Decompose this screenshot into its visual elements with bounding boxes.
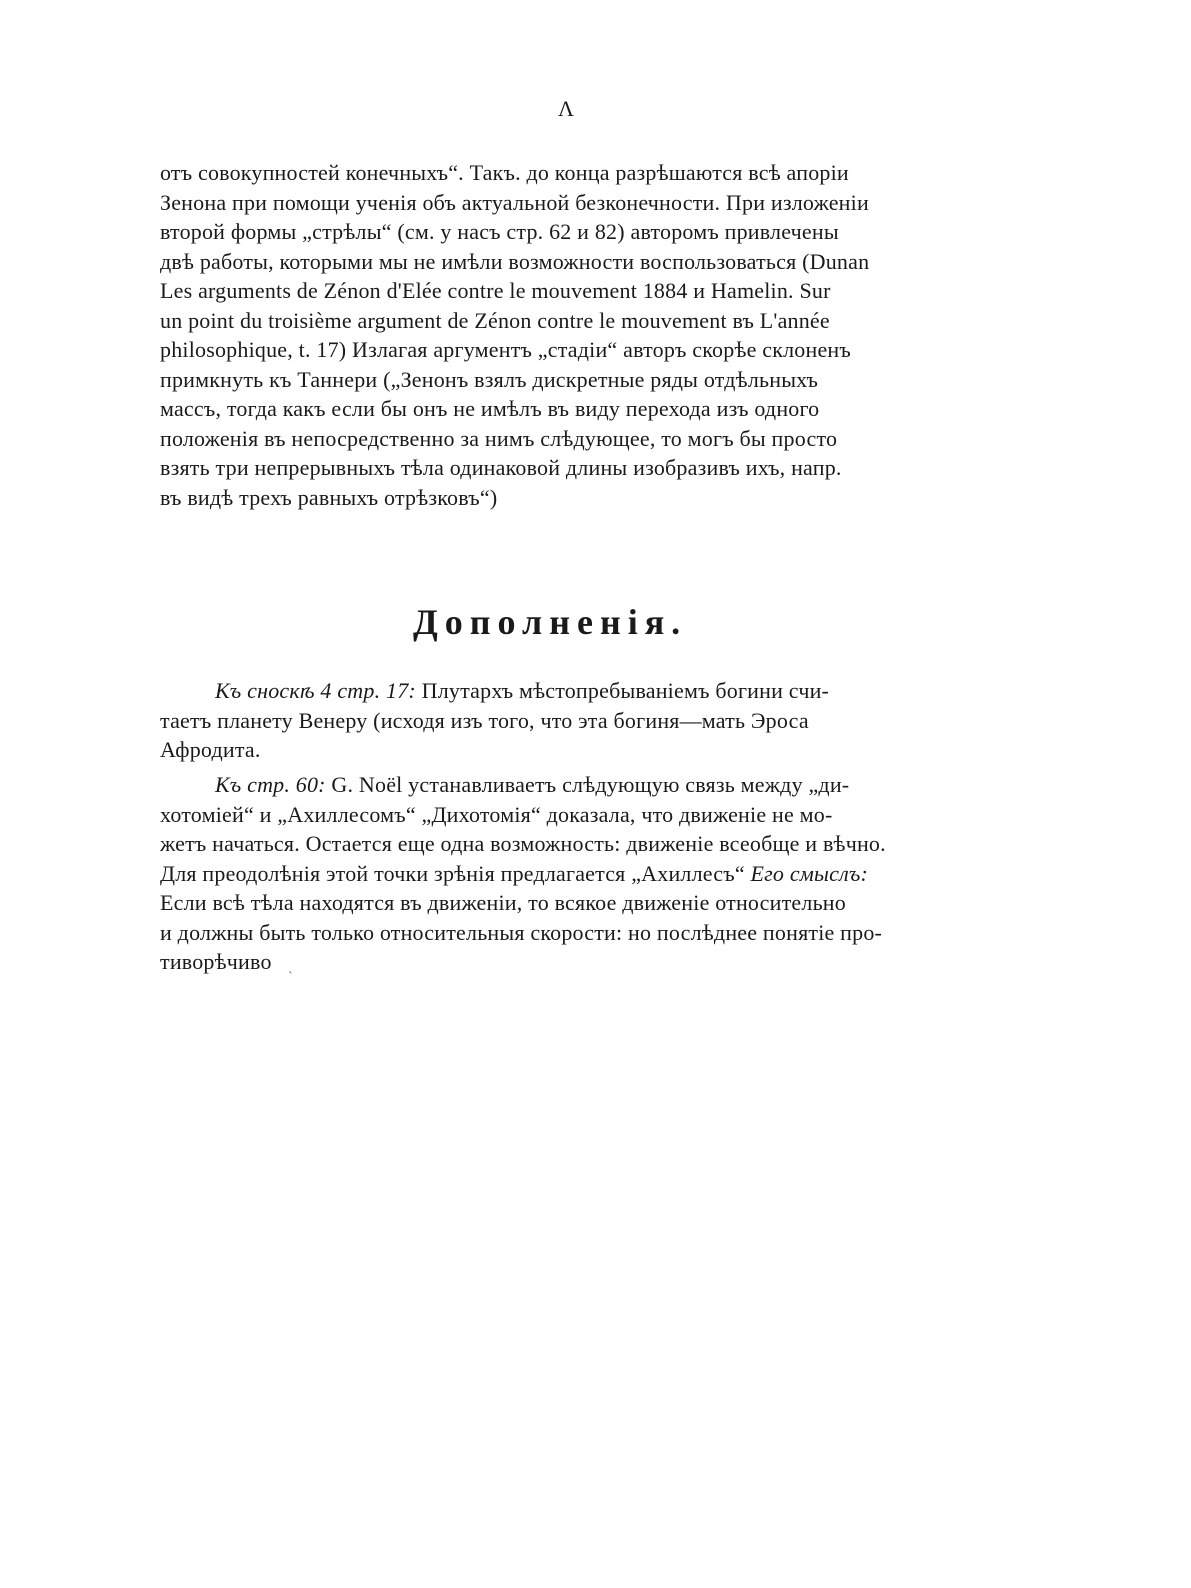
- text-line: взять три непрерывныхъ тѣла одинаковой длины изобразивъ ихъ, напр.: [160, 455, 842, 480]
- text-line: хотоміей“ и „Ахиллесомъ“ „Дихотомія“ доказала, что движеніе не мо-: [160, 801, 833, 827]
- section-title: Дополненія.: [413, 602, 688, 642]
- text-line: un point du troisième argument de Zénon contre le mouvement въ L'année: [160, 307, 830, 333]
- text-line: таетъ планету Венеру (исходя изъ того, что эта богиня—мать Эроса: [160, 707, 809, 733]
- text-line: отъ совокупностей конечныхъ“. Такъ. до конца разрѣшаются всѣ апоріи: [160, 160, 849, 185]
- text-line: [160, 676, 970, 706]
- text-line: philosophique, t. 17) Излагая аргументъ „стадіи“ авторъ скорѣе склоненъ: [160, 337, 851, 362]
- intro-paragraph: [160, 158, 970, 512]
- text-line: массъ, тогда какъ если бы онъ не имѣлъ въ виду перехода изъ одного: [160, 396, 820, 421]
- scan-speck: `: [288, 970, 293, 985]
- text-line: тиворѣчиво: [160, 949, 272, 974]
- text-line: Афродита.: [160, 737, 261, 762]
- text-line: жетъ начаться. Остается еще одна возможность: движеніе всеобще и вѣчно.: [160, 831, 886, 856]
- text-line: Зенона при помощи ученія объ актуальной безконечности. При изложеніи: [160, 189, 869, 215]
- footnote-reference: Къ сноскѣ 4 стр. 17:: [215, 678, 416, 703]
- page-number: Λ: [558, 96, 574, 121]
- text-line: Les arguments de Zénon d'Elée contre le mouvement 1884 и Hamelin. Sur: [160, 278, 831, 303]
- text-line: [160, 859, 970, 889]
- italic-phrase: Его смыслъ:: [750, 860, 869, 886]
- text-line: Если всѣ тѣла находятся въ движеніи, то всякое движеніе относительно: [160, 890, 846, 915]
- addition-paragraph-1: [160, 676, 970, 765]
- text-segment: Плутархъ мѣстопребываніемъ богини счи-: [415, 678, 830, 703]
- text-line: двѣ работы, которыми мы не имѣли возможности воспользоваться (Dunan: [160, 248, 870, 274]
- text-line: въ видѣ трехъ равныхъ отрѣзковъ“): [160, 484, 498, 510]
- text-line: и должны быть только относительныя скорости: но послѣднее понятіе про-: [160, 919, 883, 945]
- text-line: примкнуть къ Таннери („Зенонъ взялъ дискретные ряды отдѣльныхъ: [160, 366, 819, 392]
- text-line: второй формы „стрѣлы“ (см. у насъ стр. 62 и 82) авторомъ привлечены: [160, 219, 839, 244]
- addition-paragraph-2: [160, 770, 970, 977]
- text-segment: Для преодолѣнія этой точки зрѣнія предлагается „Ахиллесъ“: [160, 860, 751, 886]
- text-segment: G. Noël устанавливаетъ слѣдующую связь между „ди-: [325, 772, 850, 797]
- text-line: [160, 770, 970, 800]
- page-reference: Къ стр. 60:: [215, 772, 326, 797]
- text-line: положенія въ непосредственно за нимъ слѣдующее, то могъ бы просто: [160, 425, 838, 451]
